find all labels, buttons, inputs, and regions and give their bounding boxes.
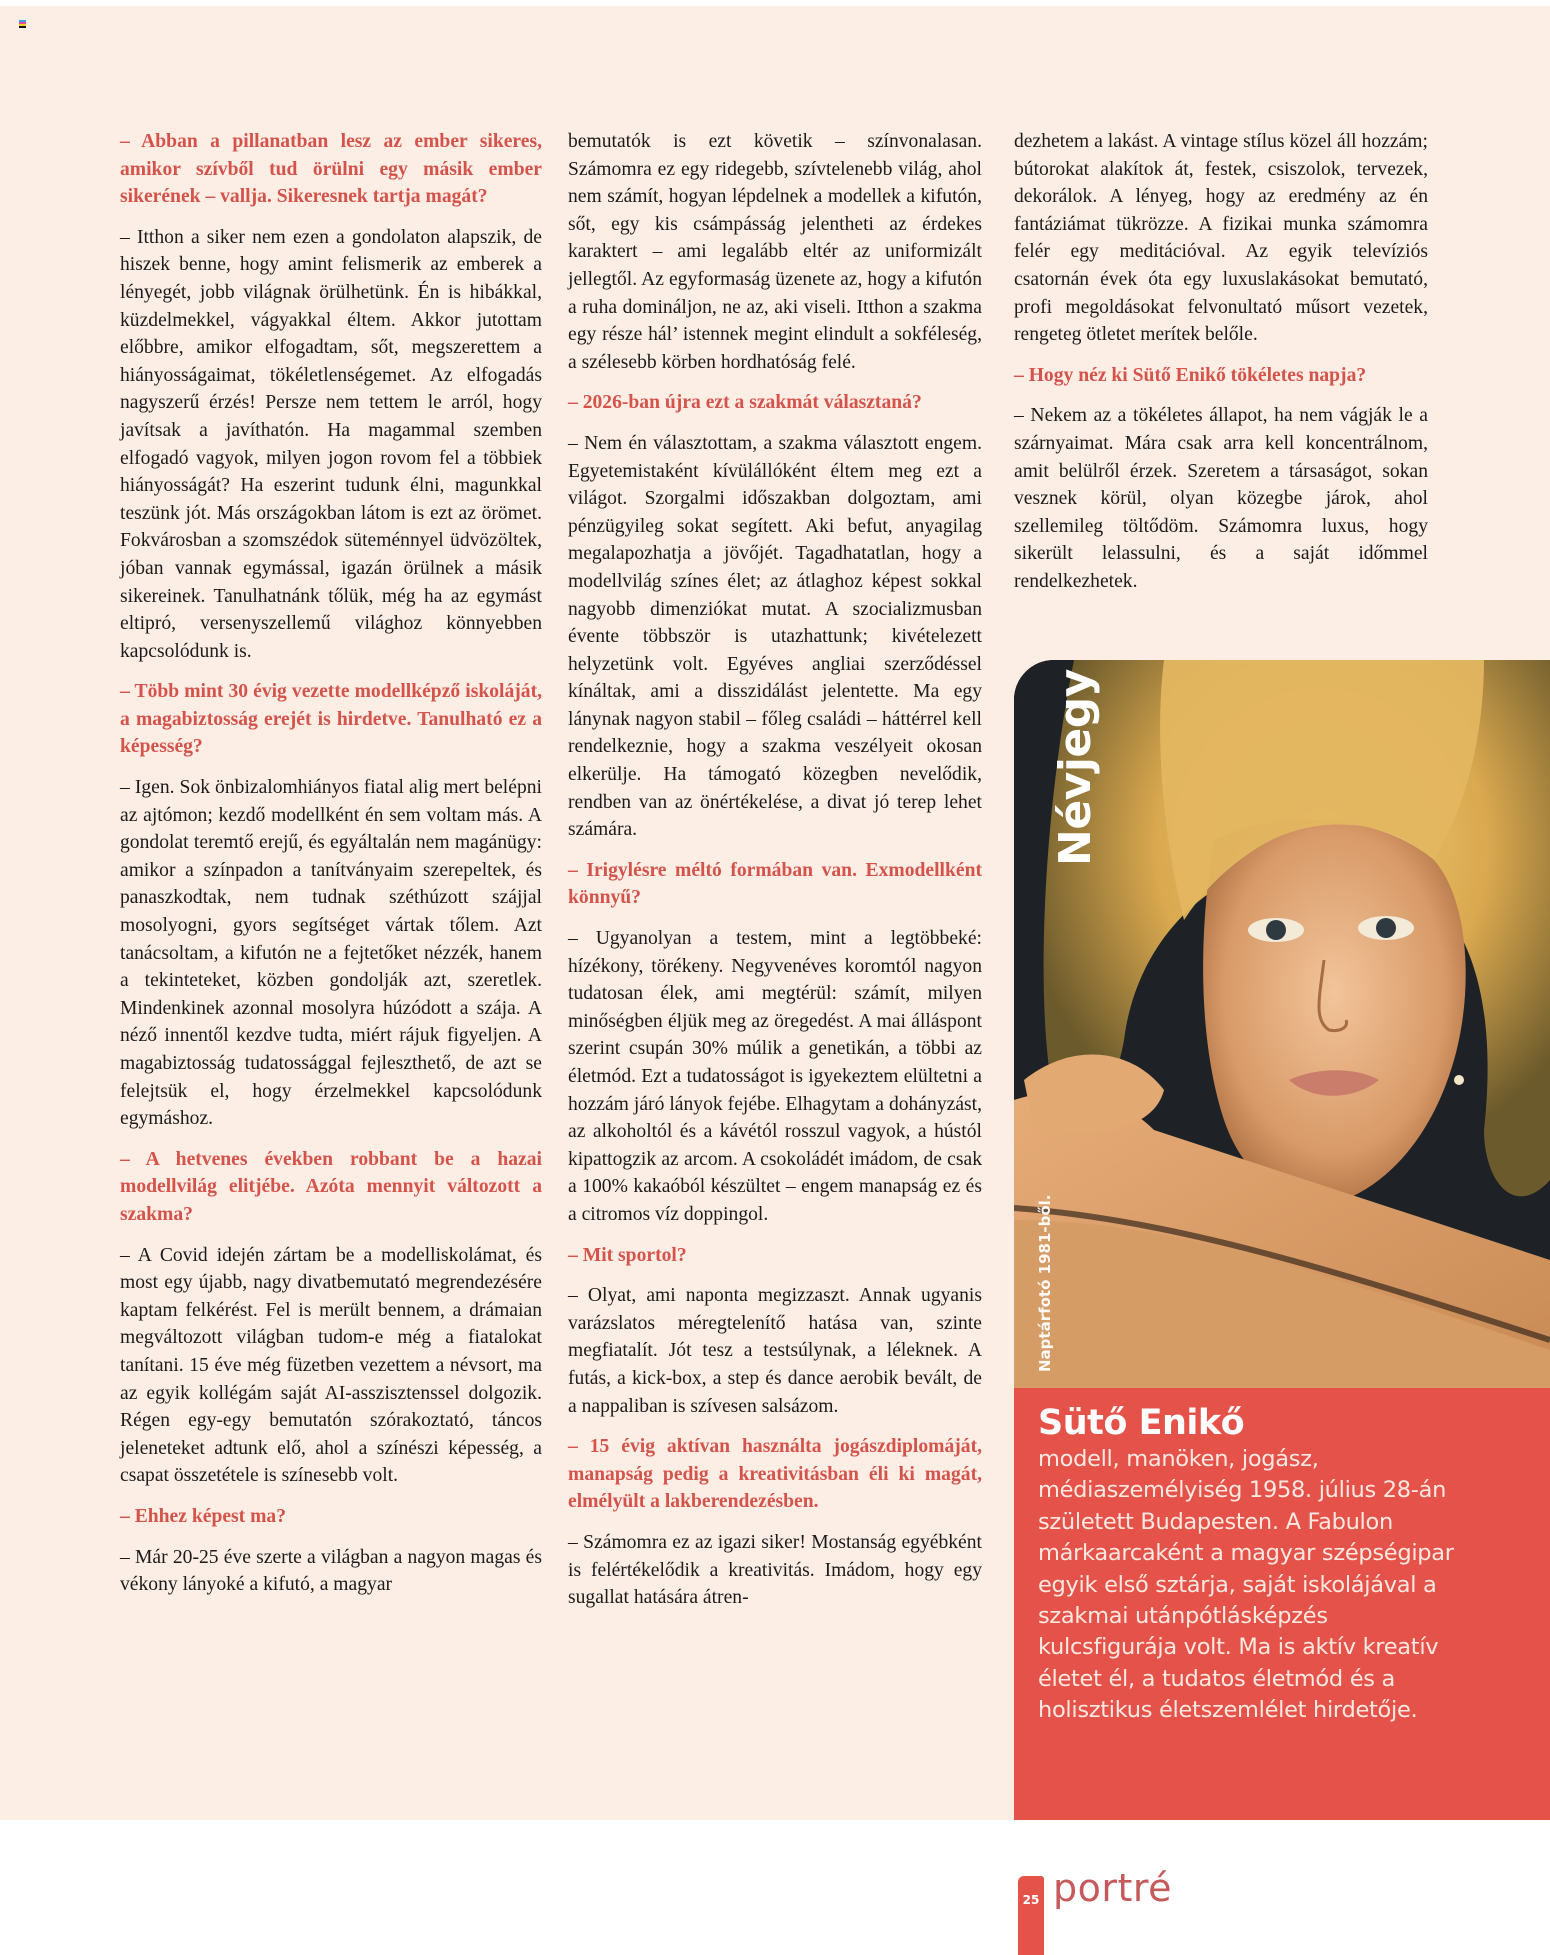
- article-column-2: [568, 128, 982, 1625]
- interview-answer: – Ugyanolyan a testem, mint a legtöbbeké: hízékony, törékeny. Negyvenéves koromtól nagyon tudatosan élek, ami megtérül: számít, milyen minőségben éljük meg az öregedést. A mai álláspont szerint csupán 30% múlik a genetikán, a többi az életmód. Ezt a tudatosságot is igyekeztem elültetni a hozzám járó lányok fejébe. Elhagytam a dohányzást, az alkoholtól és a kávétól rosszul vagyok, a hústól kipattogzik az arcom. A csokoládét imádom, de csak a 100% kakaóból készültet – engem manapság ez és a citromos víz doppingol.: [568, 928, 982, 1225]
- interview-question: – A hetvenes években robbant be a hazai modellvilág elitjébe. Azóta mennyit változott a szakma?: [120, 1148, 542, 1225]
- interview-question: – 15 évig aktívan használta jogászdiplomáját, manapság pedig a kreativitásban éli ki magát, elmélyült a lakberendezésben.: [568, 1436, 982, 1513]
- interview-question: – Ehhez képest ma?: [120, 1505, 287, 1527]
- portrait-photo: [1014, 660, 1550, 1388]
- interview-question: – Több mint 30 évig vezette modellképző iskoláját, a magabiztosság erejét is hirdetve. Tanulható ez a képesség?: [120, 681, 542, 758]
- answer-continuation: dezhetem a lakást. A vintage stílus közel áll hozzám; bútorokat alakítok át, festek, csiszolok, tervezek, dekorálok. A lényeg, hogy az eredmény az én fantáziámat tükrözze. A fizikai munka számomra felér egy meditációval. Az egyik televíziós csatornán évek óta egy luxuslakásokat bemutató, profi megoldásokat felvonultató műsort vezetek, rengeteg ötletet merítek belőle.: [1014, 131, 1428, 346]
- interview-answer: – Számomra ez az igazi siker! Mostanság egyébként is felértékelődik a kreativitás. Imádom, hogy egy sugallat hatására átren-: [568, 1531, 982, 1609]
- interview-answer: – Nem én választottam, a szakma választott engem. Egyetemistaként kívülállóként éltem meg ezt a világot. Szorgalmi időszakban dolgoztam, ami pénzügyileg sokat segített. Aki befut, anyagilag megalapozhatja a jövőjét. Tagadhatatlan, hogy a modellvilág színes élet; az átlaghoz képest sokkal nagyobb dimenziókat mutat. A szocializmusban évente többször is utazhattunk; kivételezett helyzetünk volt. Egyéves angliai szerződéssel kínáltak, ami a disszidálást jelentette. Ma egy lánynak nagyon stabil – főleg családi – háttérrel kell rendelkeznie, hogy a szakma veszélyeit okosan elkerülje. Ha támogató közegben nevelődik, rendben van az önértékelése, a divat jó terep lehet számára.: [568, 432, 982, 841]
- interview-question: – Mit sportol?: [568, 1244, 687, 1266]
- interview-answer: – Már 20-25 éve szerte a világban a nagyon magas és vékony lányoké a kifutó, a magyar: [120, 1546, 542, 1596]
- interview-question: – Abban a pillanatban lesz az ember sikeres, amikor szívből tud örülni egy másik ember sikerének – vallja. Sikeresnek tartja magát?: [120, 131, 542, 208]
- interview-question: – Irigylésre méltó formában van. Exmodellként könnyű?: [568, 859, 982, 909]
- interview-answer: – A Covid idején zártam be a modelliskolámat, és most egy újabb, nagy divatbemutató megrendezésére kaptam felkérést. Fel is merült bennem, a drámaian megváltozott világban tudom-e még a fiatalokat tanítani. 15 éve még füzetben vezettem a névsort, ma az egyik kollégám saját AI-asszisztenssel dolgozik. Régen egy-egy bemutatón szórakoztató, táncos jeleneteket adtunk elő, ahol a színészi képesség, a csapat összetétele is színesebb volt.: [120, 1244, 542, 1487]
- article-column-3: [1014, 128, 1428, 609]
- interview-question: – Hogy néz ki Sütő Enikő tökéletes napja?: [1014, 364, 1367, 386]
- interview-answer: – Nekem az a tökéletes állapot, ha nem vágják le a szárnyaimat. Mára csak arra kell koncentrálnom, amit belülről érzek. Szeretem a társaságot, sokan vesznek körül, olyan közegbe járok, ahol szellemileg töltődöm. Számomra luxus, hogy sikerült lelassulni, és a saját időmmel rendelkezhetek.: [1014, 405, 1428, 592]
- profile-bio: [1038, 1402, 1458, 1727]
- article-column-1: [120, 128, 542, 1612]
- profile-card: [1014, 660, 1550, 1820]
- interview-question: – 2026-ban újra ezt a szakmát választaná?: [568, 392, 922, 414]
- card-label: Névjegy: [1050, 669, 1101, 866]
- profile-description: modell, manöken, jogász, médiaszemélyiség 1958. július 28-án született Budapesten. A Fabulon márkaarcaként a magyar szépségipar egyik első sztárja, saját iskolájával a szakmai utánpótlásképzés kulcsfigurája volt. Ma is aktív kreatív életet él, a tudatos életmód és a holisztikus életszemlélet hirdetője.: [1038, 1446, 1454, 1724]
- registration-mark-icon: [19, 20, 26, 27]
- section-title: portré: [1053, 1866, 1173, 1910]
- answer-continuation: bemutatók is ezt követik – színvonalasan. Számomra ez egy ridegebb, szívtelenebb világ, ahol nem számít, hogyan lépdelnek a modellek a kifutón, sőt, egy kis csámpásság jelentheti az érdekes karaktert – ami legalább eltér az uniformizált jellegtől. Az egyformaság üzenete az, hogy a kifutón a ruha domináljon, ne az, aki viseli. Itthon a szakma egy része hál’ istennek megint elindult a sokféleség, a szélesebb körben hordhatóság felé.: [568, 131, 982, 373]
- page-number: 25: [1022, 1893, 1040, 1907]
- interview-answer: – Igen. Sok önbizalomhiányos fiatal alig mert belépni az ajtómon; kezdő modellként én sem voltam más. A gondolat teremtő erejű, és egyáltalán nem magánügy: amikor a színpadon a tanítványaim szerepeltek, és panaszkodtak, nem tudnak széthúzott szájjal mosolyogni, gyors segítséget vártak tőlem. Azt tanácsoltam, a kifutón ne a fejtetőket nézzék, hanem a tekinteteket, közben gondolják azt, szeretlek. Mindenkinek azonnal mosolyra húzódott a szája. A néző innentől kezdve tudta, miért rájuk figyeljen. A magabiztosság tudatossággal fejleszthető, de azt se felejtsük el, hogy érzelmekkel kapcsolódunk egymáshoz.: [120, 777, 542, 1130]
- interview-answer: – Itthon a siker nem ezen a gondolaton alapszik, de hiszek benne, hogy amint felismerik az emberek a lényegét, jobb világnak örülhetünk. Én is hibákkal, küzdelmekkel, vágyakkal éltem. Akkor jutottam előbbre, amikor elfogadtam, sőt, megszerettem a hiányosságaimat, tökéletlenségemet. Az elfogadás nagyszerű érzés! Persze nem tettem le arról, hogy javítsak a javíthatón. Ha magammal szemben elfogadó vagyok, milyen jogon rovom fel a többiek hiányosságát? Ha eszerint tudunk élni, magunkkal teszünk jót. Más országokban látom is ezt az örömet. Fokvárosban a szomszédok süteménnyel üdvözöltek, jóban vannak egymással, igazán örülnek a másik sikereinek. Tanulhatnánk tőlük, még ha az egymást eltipró, versenyszellemű világhoz könnyebben kapcsolódunk is.: [120, 226, 542, 662]
- photo-caption: Naptárfotó 1981-ből.: [1036, 1194, 1054, 1372]
- profile-name: Sütő Enikő: [1038, 1403, 1245, 1443]
- page-number-tab: [1018, 1876, 1044, 1955]
- interview-answer: – Olyat, ami naponta megizzaszt. Annak ugyanis varázslatos méregtelenítő hatása van, szinte megfiatalít. Jót tesz a testsúlynak, a léleknek. A futás, a kick-box, a step és dance aerobik bevált, de a nappaliban is szívesen salsázom.: [568, 1285, 982, 1417]
